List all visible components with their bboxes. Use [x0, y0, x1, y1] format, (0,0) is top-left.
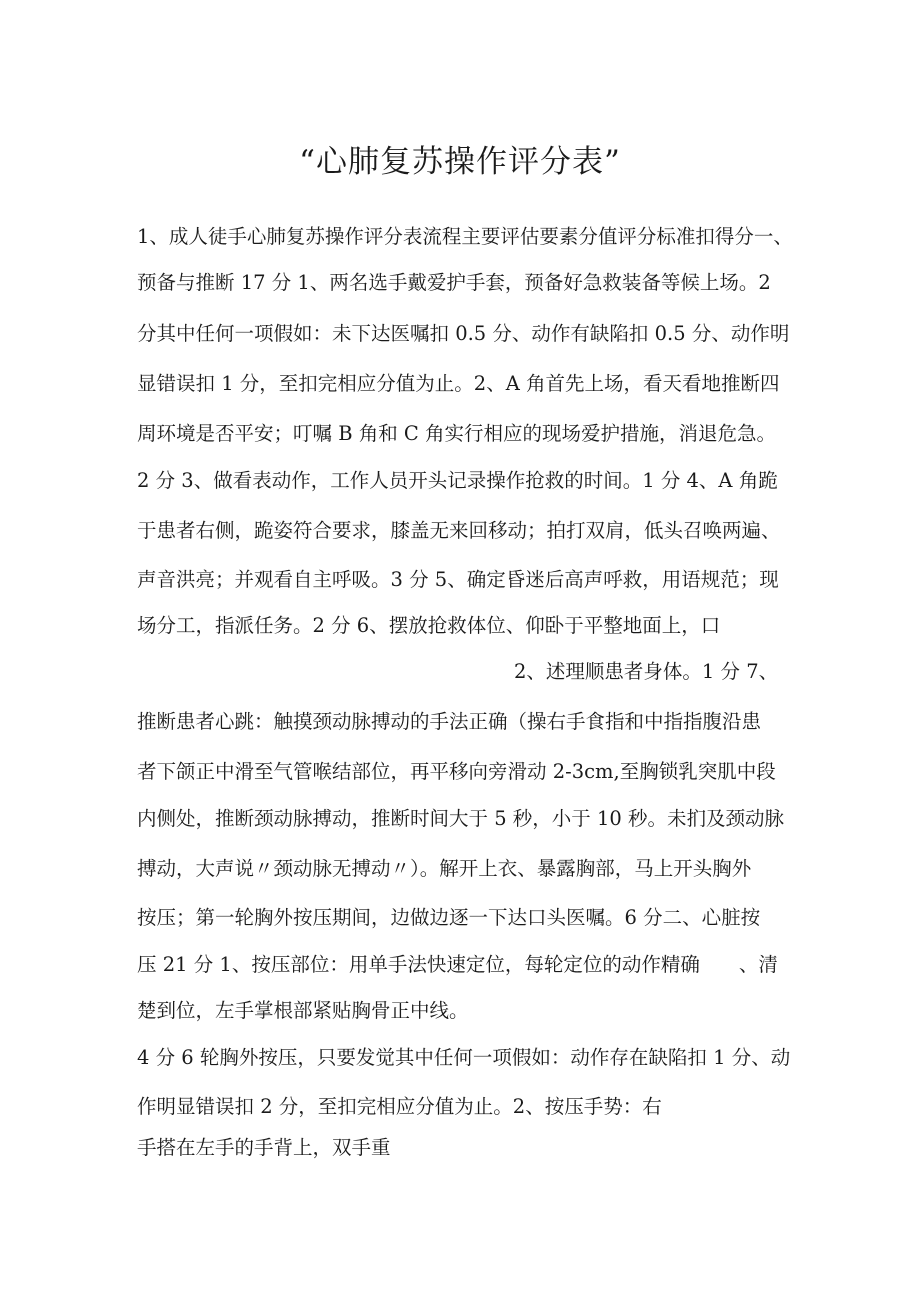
paragraph-line: 场分工，指派任务。2 分 6、摆放抢救体位、仰卧于平整地面上，口 [137, 614, 721, 637]
paragraph-line: 声音洪亮；并观看自主呼吸。3 分 5、确定昏迷后高声呼救，用语规范；现 [137, 568, 779, 591]
paragraph-line: 1、成人徒手心肺复苏操作评分表流程主要评估要素分值评分标准扣得分一、 [137, 225, 793, 248]
paragraph-line: 者下颌正中滑至气管喉结部位，再平移向旁滑动 2-3cm,至胸锁乳突肌中段 [137, 760, 776, 783]
paragraph-line: 于患者右侧，跪姿符合要求，膝盖无来回移动；拍打双肩，低头召唤两遍、 [137, 519, 781, 542]
paragraph-line: 搏动，大声说〃颈动脉无搏动〃）。解开上衣、暴露胸部，马上开头胸外 [137, 857, 752, 880]
paragraph-line: 2 分 3、做看表动作，工作人员开头记录操作抢救的时间。1 分 4、A 角跪 [137, 469, 778, 492]
paragraph-line: 推断患者心跳：触摸颈动脉搏动的手法正确（操右手食指和中指指腹沿患 [137, 710, 762, 733]
paragraph-line: 内侧处，推断颈动脉搏动，推断时间大于 5 秒，小于 10 秒。未扪及颈动脉 [137, 807, 785, 830]
paragraph-line: 4 分 6 轮胸外按压，只要发觉其中任何一项假如：动作存在缺陷扣 1 分、动 [137, 1046, 791, 1069]
paragraph-line: 楚到位，左手掌根部紧贴胸骨正中线。 [137, 999, 469, 1022]
paragraph-line: 作明显错误扣 2 分，至扣完相应分值为止。2、按压手势：右 [137, 1095, 662, 1118]
page-title: “心肺复苏操作评分表” [299, 144, 621, 180]
paragraph-line: 显错误扣 1 分，至扣完相应分值为止。2、A 角首先上场，看天看地推断四 [137, 372, 780, 395]
paragraph-line: 分其中任何一项假如：未下达医嘱扣 0.5 分、动作有缺陷扣 0.5 分、动作明 [137, 322, 790, 345]
paragraph-line: 压 21 分 1、按压部位：用单手法快速定位，每轮定位的动作精确 、清 [137, 953, 778, 976]
paragraph-line: 2、述理顺患者身体。1 分 7、 [514, 660, 779, 683]
paragraph-line: 周环境是否平安；叮嘱 B 角和 C 角实行相应的现场爱护措施，消退危急。 [137, 422, 777, 445]
paragraph-line: 按压；第一轮胸外按压期间，边做边逐一下达口头医嘱。6 分二、心脏按 [137, 906, 761, 929]
paragraph-line: 预备与推断 17 分 1、两名选手戴爱护手套，预备好急救装备等候上场。2 [137, 271, 771, 294]
paragraph-line: 手搭在左手的手背上，双手重 [137, 1136, 391, 1159]
